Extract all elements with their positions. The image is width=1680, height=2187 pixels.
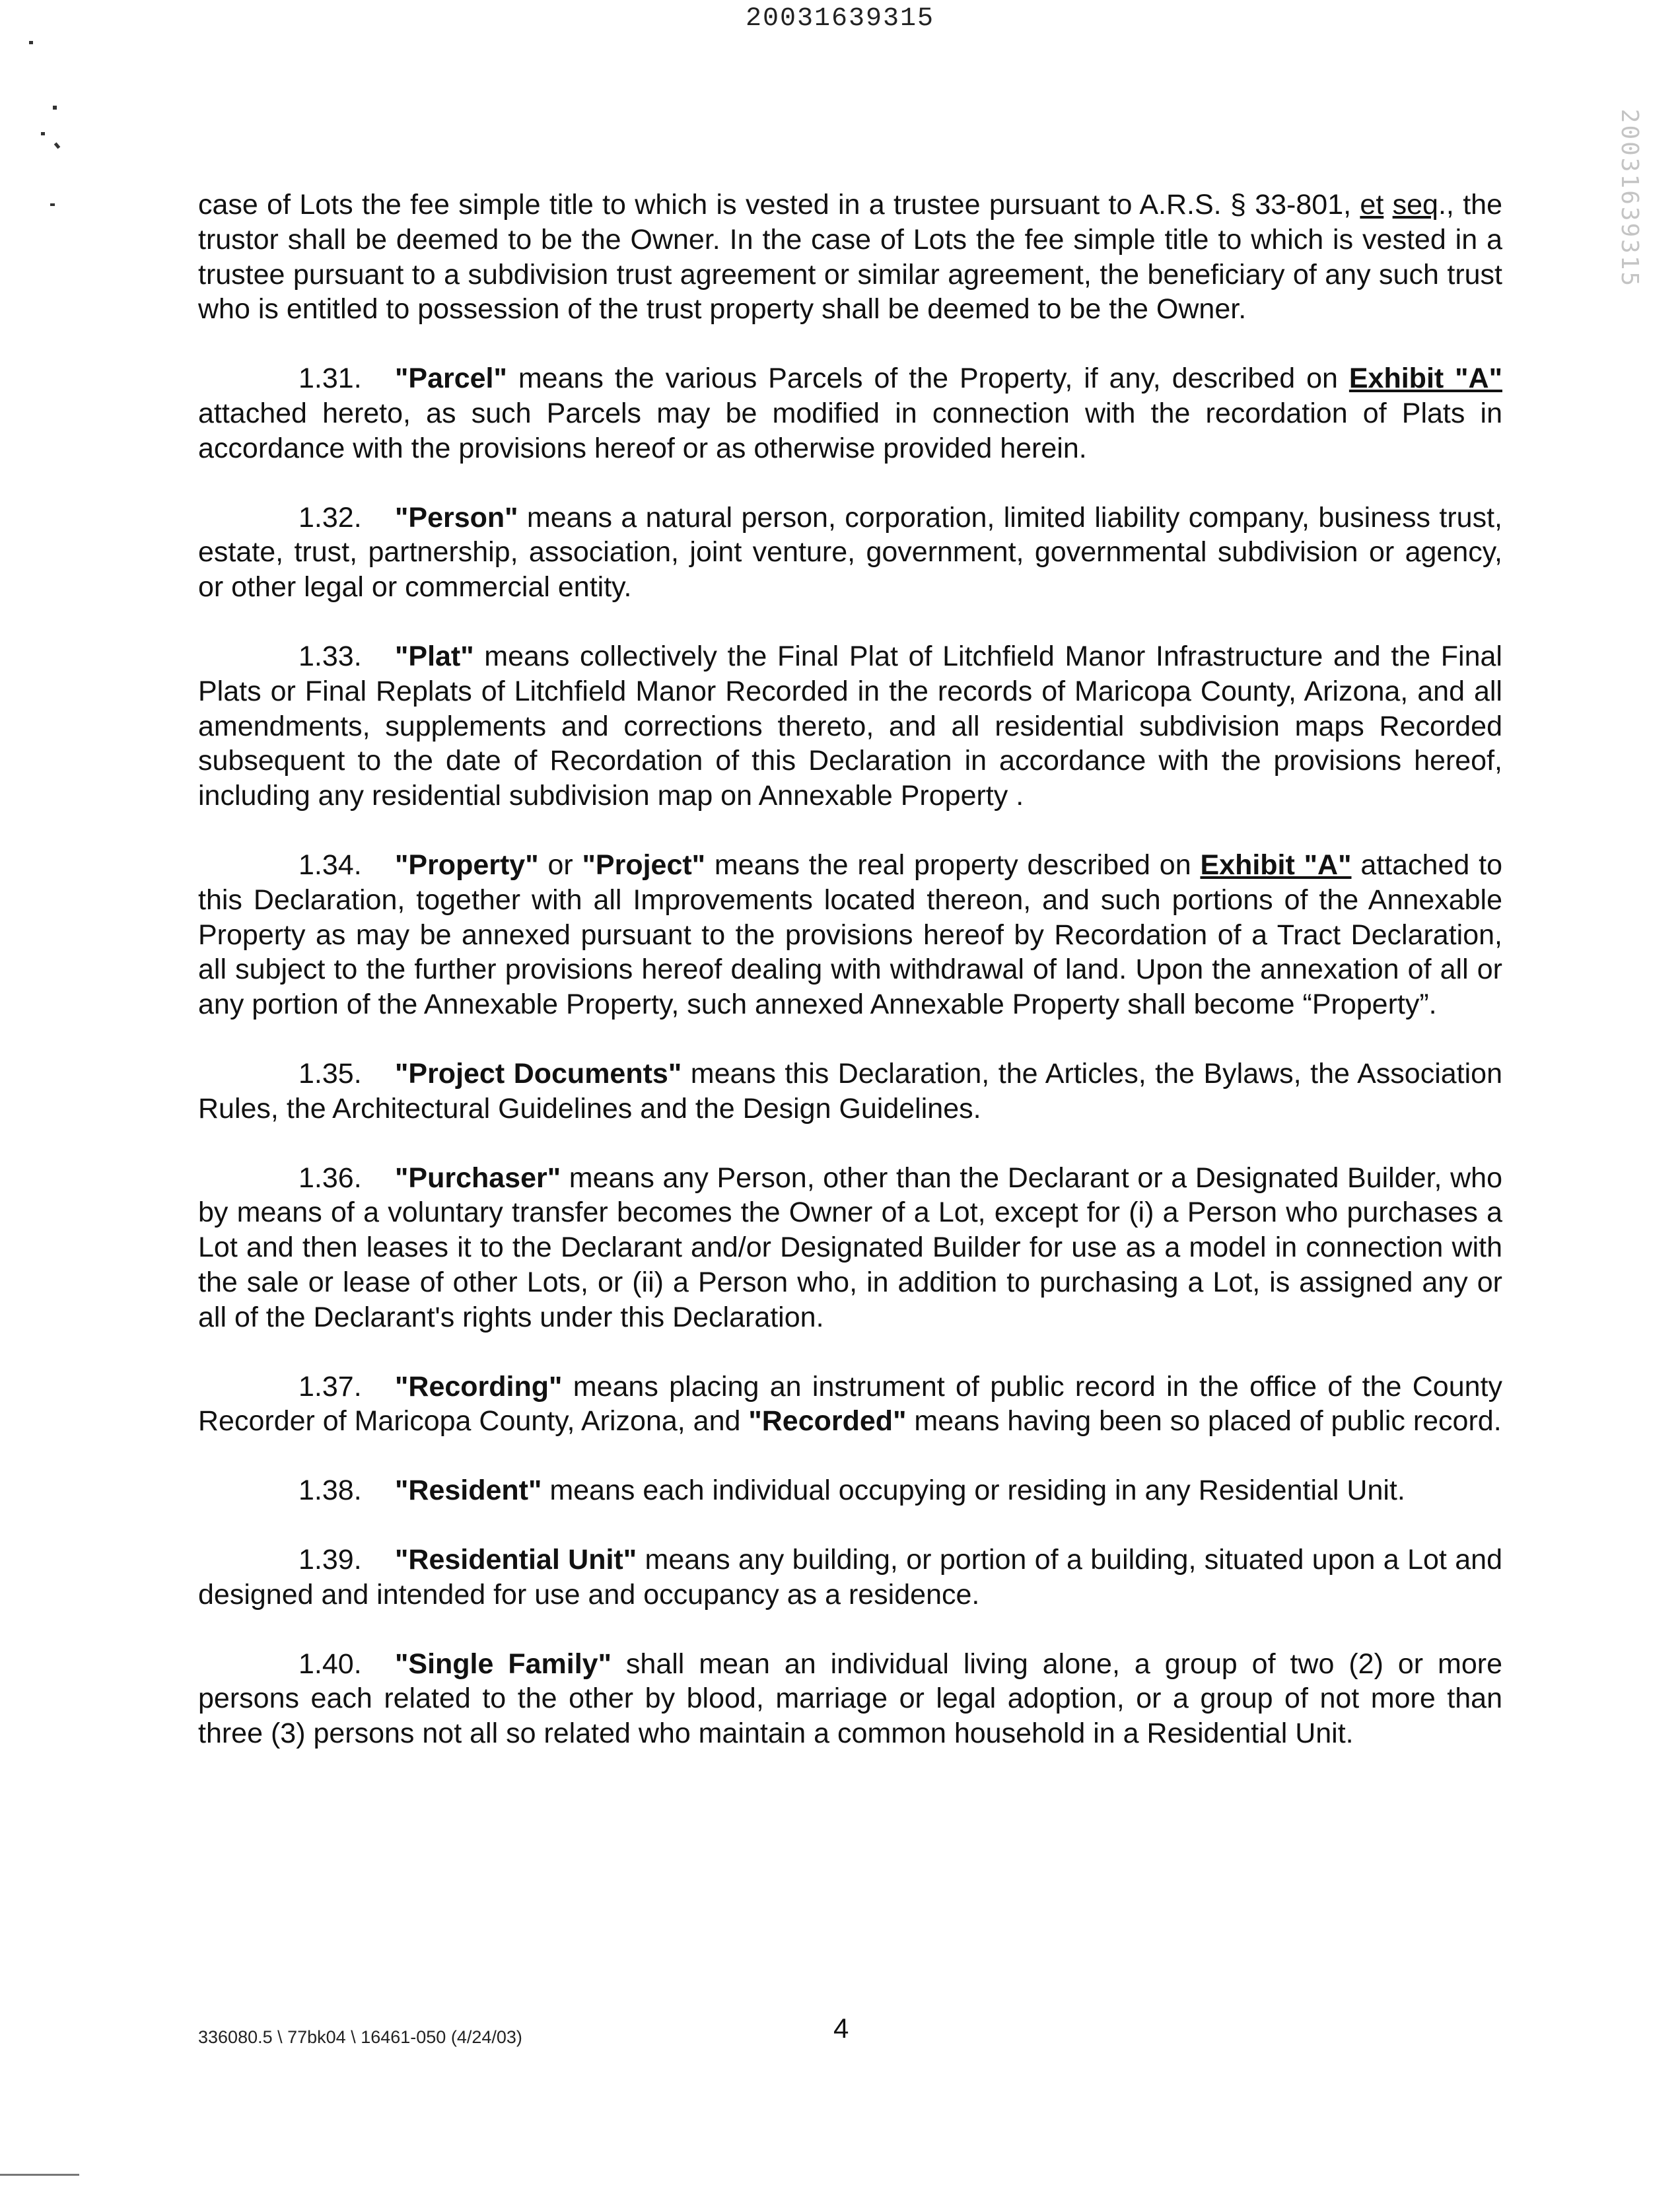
scan-speck (29, 41, 33, 44)
scan-speck (53, 106, 57, 110)
definition-resident: 1.38. "Resident" means each individual occupying or residing in any Residential Unit. (298, 1475, 1405, 1507)
page-number: 4 (833, 2013, 849, 2044)
definition-project-documents: 1.35. "Project Documents" means this Declaration, the Articles, the Bylaws, the Association Rules, the Architectural Guidelines and the Design Guidelines. (198, 1057, 1502, 1125)
definition-purchaser: 1.36. "Purchaser" means any Person, other than the Declarant or a Designated Builder, who by means of a voluntary transfer becomes the Owner of a Lot, except for (i) a Person who purchases a Lot and then leases it to the Declarant and/or Designated Builder for use as a model in connection with the sale or lease of other Lots, or (ii) a Person who, in addition to purchasing a Lot, is assigned any or all of the Declarant's rights under this Declaration. (198, 1162, 1502, 1333)
document-number: 20031639315 (745, 4, 935, 34)
definition-plat: 1.33. "Plat" means collectively the Final Plat of Litchfield Manor Infrastructure and the Final Plats or Final Replats of Litchfield Manor Recorded in the records of Maricopa County, Arizona, and all amendments, supplements and corrections thereto, and all residential subdivision maps Recorded subsequent to the date of Recordation of this Declaration in accordance with the provisions hereof, including any residential subdivision map on Annexable Property . (198, 640, 1502, 812)
definition-parcel: 1.31. "Parcel" means the various Parcels of the Property, if any, described on Exhibit "A" attached hereto, as such Parcels may be modified in connection with the recordation of Plats in accordance with the provisions hereof or as otherwise provided herein. (198, 363, 1502, 464)
paragraph-continuation: case of Lots the fee simple title to which is vested in a trustee pursuant to A.R.S. § 33-801, et seq., the trustor shall be deemed to be the Owner. In the case of Lots the fee simple title to which is vested in a trustee pursuant to a subdivision trust agreement or similar agreement, the beneficiary of any such trust who is entitled to possession of the trust property shall be deemed to be the Owner. (198, 189, 1502, 326)
definition-person: 1.32. "Person" means a natural person, corporation, limited liability company, business trust, estate, trust, partnership, association, joint venture, government, governmental subdivision or agency, or other legal or commercial entity. (198, 501, 1502, 604)
definition-residential-unit: 1.39. "Residential Unit" means any building, or portion of a building, situated upon a Lot and designed and intended for use and occupancy as a residence. (198, 1543, 1502, 1611)
scan-speck (50, 203, 55, 206)
definition-recording: 1.37. "Recording" means placing an instrument of public record in the office of the County Recorder of Maricopa County, Arizona, and "Recorded" means having been so placed of public record. (198, 1370, 1502, 1438)
scan-speck (54, 142, 61, 149)
definition-property: 1.34. "Property" or "Project" means the real property described on Exhibit "A" attached to this Declaration, together with all Improvements located thereon, and such portions of the Annexable Property as may be annexed pursuant to the provisions hereof by Recordation of a Tract Declaration, all subject to the further provisions hereof dealing with withdrawal of land. Upon the annexation of all or any portion of the Annexable Property, such annexed Annexable Property shall become “Property”. (198, 849, 1502, 1021)
scan-speck (41, 132, 45, 135)
scan-edge-line (0, 2174, 79, 2176)
footer-document-code: 336080.5 \ 77bk04 \ 16461-050 (4/24/03) (198, 2027, 522, 2047)
side-stamp: 20031639315 (1616, 108, 1644, 288)
exhibit-reference: Exhibit "A" (1200, 849, 1352, 881)
document-body (198, 188, 1502, 1786)
definition-single-family: 1.40. "Single Family" shall mean an individual living alone, a group of two (2) or more persons each related to the other by blood, marriage or legal adoption, or a group of not more than three (3) persons not all so related who maintain a common household in a Residential Unit. (198, 1648, 1502, 1750)
exhibit-reference: Exhibit "A" (1348, 363, 1502, 395)
